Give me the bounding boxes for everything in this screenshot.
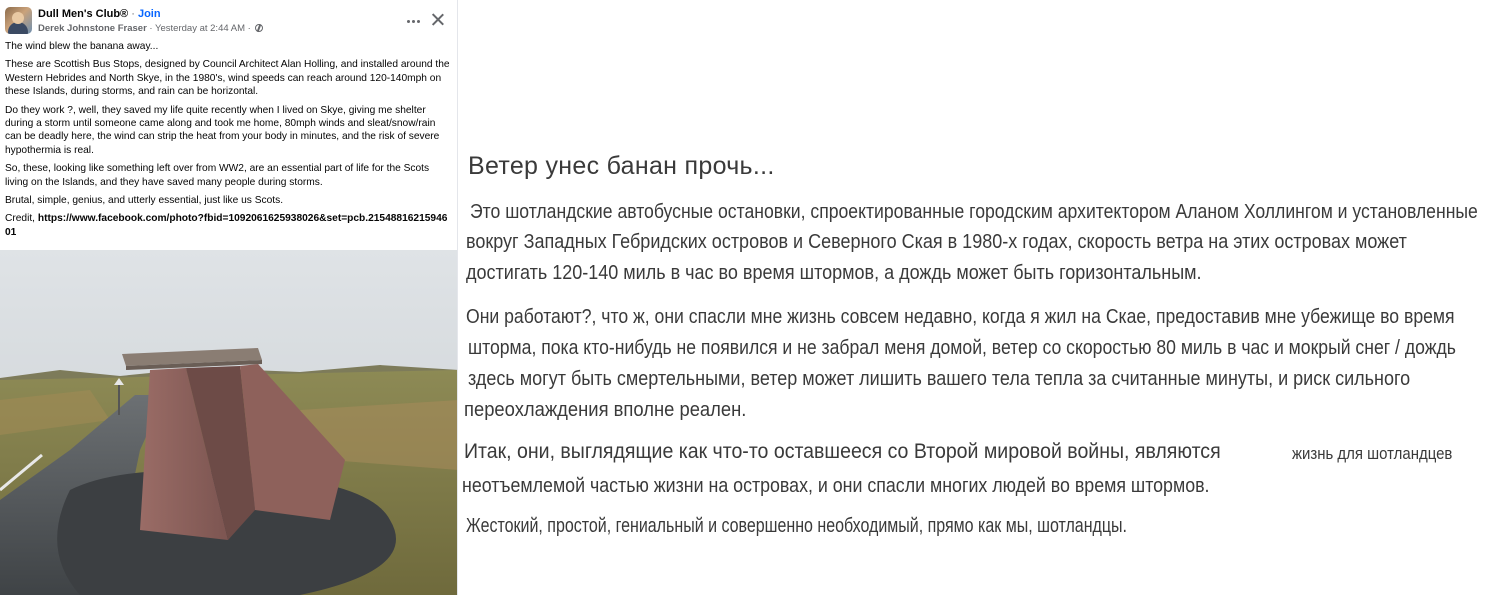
post-paragraph: These are Scottish Bus Stops, designed by Council Architect Alan Holling, and installed around the Western Hebrides and North Skye, in the 1980's, wind speeds can reach around 120-140mph on these Islands, during storms, and rain can be horizontal.	[5, 59, 450, 98]
credit-link[interactable]: https://www.facebook.com/photo?fbid=1092061625938026&set=pcb.2154881621594601	[5, 213, 448, 238]
group-line	[38, 8, 161, 21]
globe-icon	[255, 24, 263, 32]
bus-stop-photo[interactable]	[0, 250, 458, 595]
post-paragraph: Do they work ?, well, they saved my life quite recently when I lived on Skye, giving me shelter during a storm until someone came along and took me home, 80mph winds and sleat/snow/rain can be deadly here, the wind can strip the heat from your body in minutes, and the risk of severe hypothermia is real.	[5, 104, 440, 156]
facebook-post	[0, 0, 458, 595]
more-horizontal-icon	[407, 20, 410, 23]
post-paragraph: So, these, looking like something left over from WW2, are an essential part of life for the Scots living on the Islands, and they have saved many people during storms.	[5, 163, 430, 188]
translation-line: переохлаждения вполне реален.	[464, 399, 747, 421]
translation-line: здесь могут быть смертельными, ветер может лишить вашего тела тепла за считанные минуты, и риск сильного	[468, 368, 1411, 390]
translation-title: Ветер унес банан прочь...	[468, 152, 775, 180]
translation-line: достигать 120-140 миль в час во время штормов, а дождь может быть горизонтальным.	[466, 262, 1202, 284]
translation-line: шторма, пока кто-нибудь не появился и не забрал меня домой, ветер со скоростью 80 миль в час и мокрый снег / дождь	[468, 337, 1456, 359]
translation-line: вокруг Западных Гебридских островов и Северного Ская в 1980-х годах, скорость ветра на этих островах может	[466, 231, 1407, 253]
separator: ·	[149, 23, 153, 34]
more-options-button[interactable]	[403, 11, 423, 31]
translation-line-inset: жизнь для шотландцев	[1292, 444, 1453, 463]
group-name-link[interactable]: Dull Men's Club®	[38, 8, 129, 20]
credit-prefix: Credit,	[5, 213, 38, 225]
separator: ·	[131, 8, 135, 20]
post-text	[5, 40, 451, 244]
separator: ·	[247, 23, 251, 34]
group-avatar[interactable]	[5, 7, 32, 34]
close-icon[interactable]	[429, 11, 447, 29]
translation-line: неотъемлемой частью жизни на островах, и они спасли многих людей во время штормов.	[462, 475, 1210, 497]
post-header	[5, 6, 453, 36]
author-link[interactable]: Derek Johnstone Fraser	[38, 23, 147, 34]
translation-line: Они работают?, что ж, они спасли мне жизнь совсем недавно, когда я жил на Скае, предоставив мне убежище во время	[466, 306, 1455, 328]
translation-line: Жестокий, простой, гениальный и совершенно необходимый, прямо как мы, шотландцы.	[466, 515, 1127, 537]
translation-line: Итак, они, выглядящие как что-то оставшееся со Второй мировой войны, являются	[464, 440, 1221, 463]
credit-line	[5, 212, 451, 239]
post-paragraph: Brutal, simple, genius, and utterly essential, just like us Scots.	[5, 195, 284, 207]
translation-panel	[460, 0, 1500, 595]
post-meta	[38, 23, 263, 35]
post-paragraph: The wind blew the banana away...	[5, 41, 159, 52]
bus-shelter-image	[0, 250, 458, 595]
translation-line: Это шотландские автобусные остановки, спроектированные городским архитектором Аланом Холлингом и установленные	[470, 201, 1478, 223]
post-timestamp[interactable]: Yesterday at 2:44 AM	[155, 23, 246, 34]
join-button[interactable]: Join	[137, 8, 161, 20]
